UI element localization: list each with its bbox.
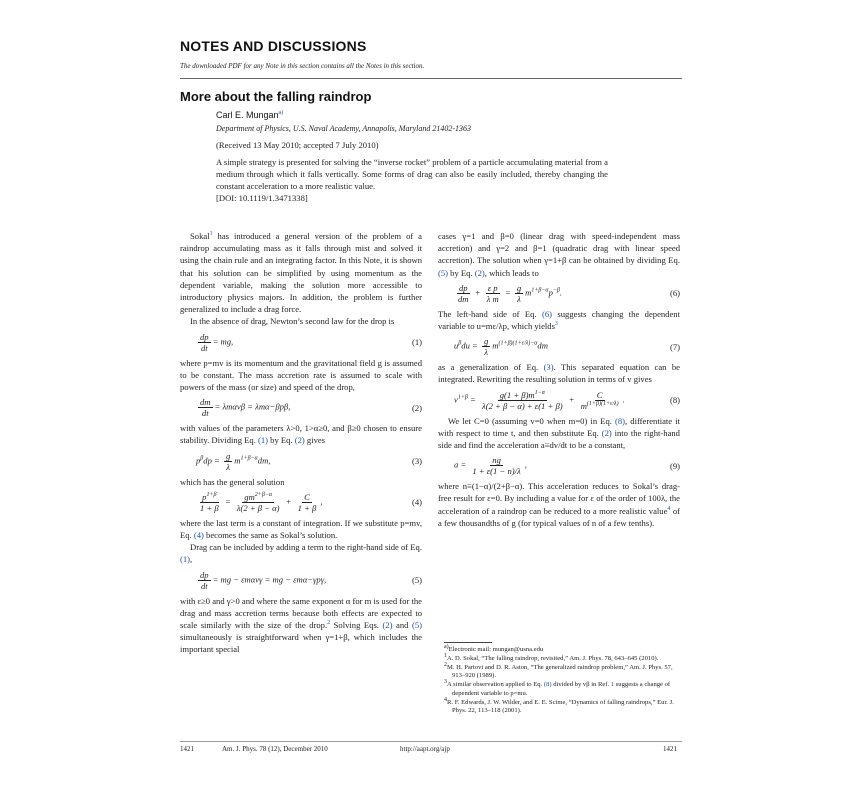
text: has introduced a general version of the problem of a raindrop accumulating mass as it falls through mist and solved it using the chain rule and an integrating factor. In this Note, it is shown that his solution can be simplified by using momentum as the dependent variable, making the solution more accessible to introductory physics majors. In addition, the problem is further generalized to include a drag force. [180, 231, 422, 315]
footnote-mark: 4 [444, 696, 447, 703]
footnote-mark: 1 [444, 652, 447, 659]
footnotes [444, 643, 680, 716]
paragraph [438, 230, 680, 279]
text: into the right-hand side and find the acceleration a≡dv/dt to be a constant, [438, 427, 680, 451]
journal-url[interactable]: http://aapt.org/ajp [400, 745, 450, 753]
received-dates: (Received 13 May 2010; accepted 7 July 2010) [216, 140, 379, 150]
paragraph [180, 422, 422, 446]
author-line [216, 110, 283, 120]
eq-link[interactable]: (1) [257, 435, 269, 446]
text: suggests changing the dependent variable to u=mε/λp, which yields [438, 308, 680, 332]
text: and [392, 620, 412, 631]
doi[interactable]: [DOI: 10.1119/1.3471338] [216, 193, 308, 203]
eq-link[interactable]: (8) [615, 415, 626, 426]
eq-link[interactable]: (5) [438, 267, 449, 278]
eq-link[interactable]: (3) [543, 362, 554, 373]
author-name: Carl E. Mungan [216, 110, 279, 120]
footer-rule [180, 741, 682, 742]
paragraph: which has the general solution [180, 476, 285, 487]
affiliation: Department of Physics, U.S. Naval Academy, Annapolis, Maryland 21402-1363 [216, 124, 472, 133]
text: Sokal [190, 231, 210, 241]
equation-number: (1) [411, 337, 422, 348]
text: We let C=0 (assuming v=0 when m=0) in Eq. [448, 415, 616, 426]
equation-number: (7) [669, 341, 680, 352]
equation-3: $p^\beta dp$ = $\frac{g}{\lambda}$ $m^{1+\beta-\alpha}dm$, (3) [196, 450, 422, 472]
text: , which leads to [484, 267, 539, 278]
paragraph [438, 361, 680, 385]
eq-link[interactable]: (5) [411, 620, 422, 631]
equation-7: $u^\beta du$ = $\frac{g}{\lambda}$ $m^{(1+\beta)(1+\varepsilon/\lambda)-\alpha}dm$ (7) [454, 336, 680, 358]
equation-number: (5) [411, 575, 422, 586]
paragraph [438, 480, 680, 529]
text: by Eq. [268, 435, 295, 446]
footnote-text: divided by vβ in Ref. [551, 681, 611, 689]
text: where n≡(1−α)/(2+β−α). This acceleration reduces to Sokal’s drag-free result for ε=0. By including a value for ε of the order of 100λ, the acceleration of a raindrop can be reduced to a more realistic value [438, 481, 680, 516]
right-column [438, 230, 680, 529]
text: becomes the same as Sokal’s solution. [203, 530, 338, 541]
footnote-mark: 3 [444, 679, 447, 686]
equation-number: (6) [669, 288, 680, 299]
footnote-text: A. D. Sokal, “The falling raindrop, revisited,” Am. J. Phys. 78, 643–645 (2010). [447, 655, 659, 662]
ref-mark[interactable]: 4 [667, 505, 671, 512]
equation-2: $\frac{dm}{dt}$ = λmαvβ = λmα−βpβ, (2) [200, 397, 422, 419]
eq-rhs: = mg, [212, 336, 234, 347]
equation-number: (8) [669, 395, 680, 406]
paragraph: In the absence of drag, Newton’s second law for the drop is [190, 316, 395, 327]
eq-rhs: = λmαvβ = λmα−βpβ, [214, 401, 291, 412]
abstract: A simple strategy is presented for solving the “inverse rocket” problem of a particle accumulating material from a medium through which it falls vertically. Some forms of drag can also be easily included, thereby changing the constant acceleration to a more realistic value. [216, 157, 608, 192]
text: The left-hand side of Eq. [438, 308, 542, 319]
footnote-text: Electronic mail: mungan@usna.edu [448, 646, 544, 653]
eq-link[interactable]: (2) [474, 267, 485, 278]
paragraph [438, 308, 680, 332]
footnote-text: A similar observation applied to Eq. [447, 681, 544, 689]
equation-6: $\frac{dp}{dm}$ + $\frac{\text{ε p}}{\text{λ m}}$ = $\frac{g}{\lambda}$ $m^{1+\beta-\alpha}p^{-\beta}$. (6) [458, 282, 680, 304]
eq-link[interactable]: (2) [382, 620, 393, 631]
equation-number: (3) [411, 456, 422, 467]
author-mark[interactable]: a) [278, 110, 284, 116]
footnote [444, 652, 680, 663]
eq-link[interactable]: (6) [541, 308, 553, 319]
paragraph [180, 541, 422, 565]
left-column [180, 230, 422, 656]
footnote-mark: 2 [444, 661, 447, 668]
ref-link[interactable]: 1 [610, 681, 615, 689]
journal-citation: Am. J. Phys. 78 (12), December 2010 [222, 745, 328, 753]
footnote [444, 661, 680, 681]
footnote [444, 681, 680, 698]
text: , differentiate it with respect to time t, and then substitute Eq. [438, 415, 680, 438]
page-number-right: 1421 [663, 745, 677, 753]
text: as a generalization of Eq. [438, 362, 544, 373]
footnote-text: R. F. Edwards, J. W. Wilder, and E. E. Scime, “Dynamics of falling raindrops,” Eur. J. Phys. 22, 113–118 (2001). [447, 698, 674, 715]
text: simultaneously is straightforward when γ=1+β, which includes the important special [180, 632, 422, 655]
text: . This separated equation can be integrated. Rewriting the resulting solution in terms of v gives [438, 362, 680, 385]
page-number-left: 1421 [180, 745, 194, 753]
equation-8: $v^{1+\beta}$ = $\frac{g(1 + \beta)m^{1-\alpha}}{\lambda(2 + \beta - \alpha) + \varepsilon(1 + \beta)}$ + $\frac{C}{m^{(1+\beta)(1+\varepsilon/\lambda)}}$ . (8) [454, 389, 680, 411]
paragraph [180, 517, 422, 541]
footnote-mark: a) [444, 643, 449, 650]
text: Drag can be included by adding a term to the right-hand side of Eq. [190, 542, 422, 553]
eq-link[interactable]: (4) [193, 530, 204, 541]
ref-mark[interactable]: 3 [554, 321, 558, 328]
paragraph [438, 415, 680, 452]
article-title: More about the falling raindrop [180, 89, 372, 104]
equation-number: (4) [411, 497, 422, 508]
text: cases γ=1 and β=0 (linear drag with speed-independent mass accretion) and γ=2 and β=1 (quadratic drag with linear speed accretion). The solution when γ=1+β can be obtained by dividing Eq. [438, 231, 680, 266]
equation-number: (9) [669, 460, 680, 471]
paragraph [180, 230, 422, 315]
text: Solving Eqs. [330, 620, 383, 631]
text: by Eq. [448, 267, 475, 278]
eq-link[interactable]: (8) [543, 681, 552, 689]
section-note: The downloaded PDF for any Note in this section contains all the Notes in this section. [180, 62, 425, 70]
equation-5: $\frac{dp}{dt}$ = mg − εmαvγ = mg − εmα−γpγ, (5) [200, 569, 422, 591]
text: where the last term is a constant of integration. If we substitute p=mv, Eq. [180, 517, 422, 541]
text: gives [304, 435, 326, 446]
eq-link[interactable]: (2) [601, 427, 612, 438]
section-title: NOTES AND DISCUSSIONS [180, 38, 367, 54]
paragraph [180, 595, 422, 656]
footnote [444, 643, 680, 654]
footnote-rule [444, 642, 492, 643]
equation-1: $\frac{dp}{dt}$ = mg, (1) [200, 331, 422, 353]
footnote-text: suggests a change of dependent variable to p=mu. [452, 681, 671, 697]
equation-number: (2) [411, 402, 422, 413]
footnote [444, 696, 680, 716]
equation-4: $\frac{p^{1+\beta}}{1 + \beta}$ = $\frac{gm^{2+\beta-\alpha}}{\lambda(2 + \beta - \alpha)}$ + $\frac{C}{1 + \beta}$ , (4) [200, 491, 422, 513]
footnote-text: M. H. Partovi and D. R. Aston, “The generalized raindrop problem,” Am. J. Phys. 57, 913–920 (1989). [447, 664, 673, 680]
eq-rhs: = mg − εmαvγ = mg − εmα−γpγ, [212, 574, 327, 585]
paragraph: where p=mv is its momentum and the gravitational field g is assumed to be constant. The mass accretion rate is assumed to scale with powers of the mass (or size) and speed of the drop, [180, 357, 422, 393]
eq-link[interactable]: (2) [294, 435, 305, 446]
text: of a few thousandths of g (for typical values of n of a few tenths). [438, 505, 681, 528]
ref-mark[interactable]: 2 [327, 620, 331, 627]
eq-link[interactable]: (1) [180, 554, 191, 565]
text: with values of the parameters λ>0, 1>α≥0, and β≥0 chosen to ensure stability. Dividing Eq. [180, 423, 422, 446]
text: , [190, 554, 193, 565]
text: with ε≥0 and γ>0 and where the same exponent α for m is used for the drag and mass accretion terms because both effects are expected to scale similarly with the size of the drop. [180, 595, 422, 631]
equation-9: a = $\frac{ng}{1 + \varepsilon(1 - n)/\lambda}$ , (9) [454, 455, 680, 477]
header-rule [180, 78, 682, 79]
ref-mark[interactable]: 1 [209, 231, 213, 238]
